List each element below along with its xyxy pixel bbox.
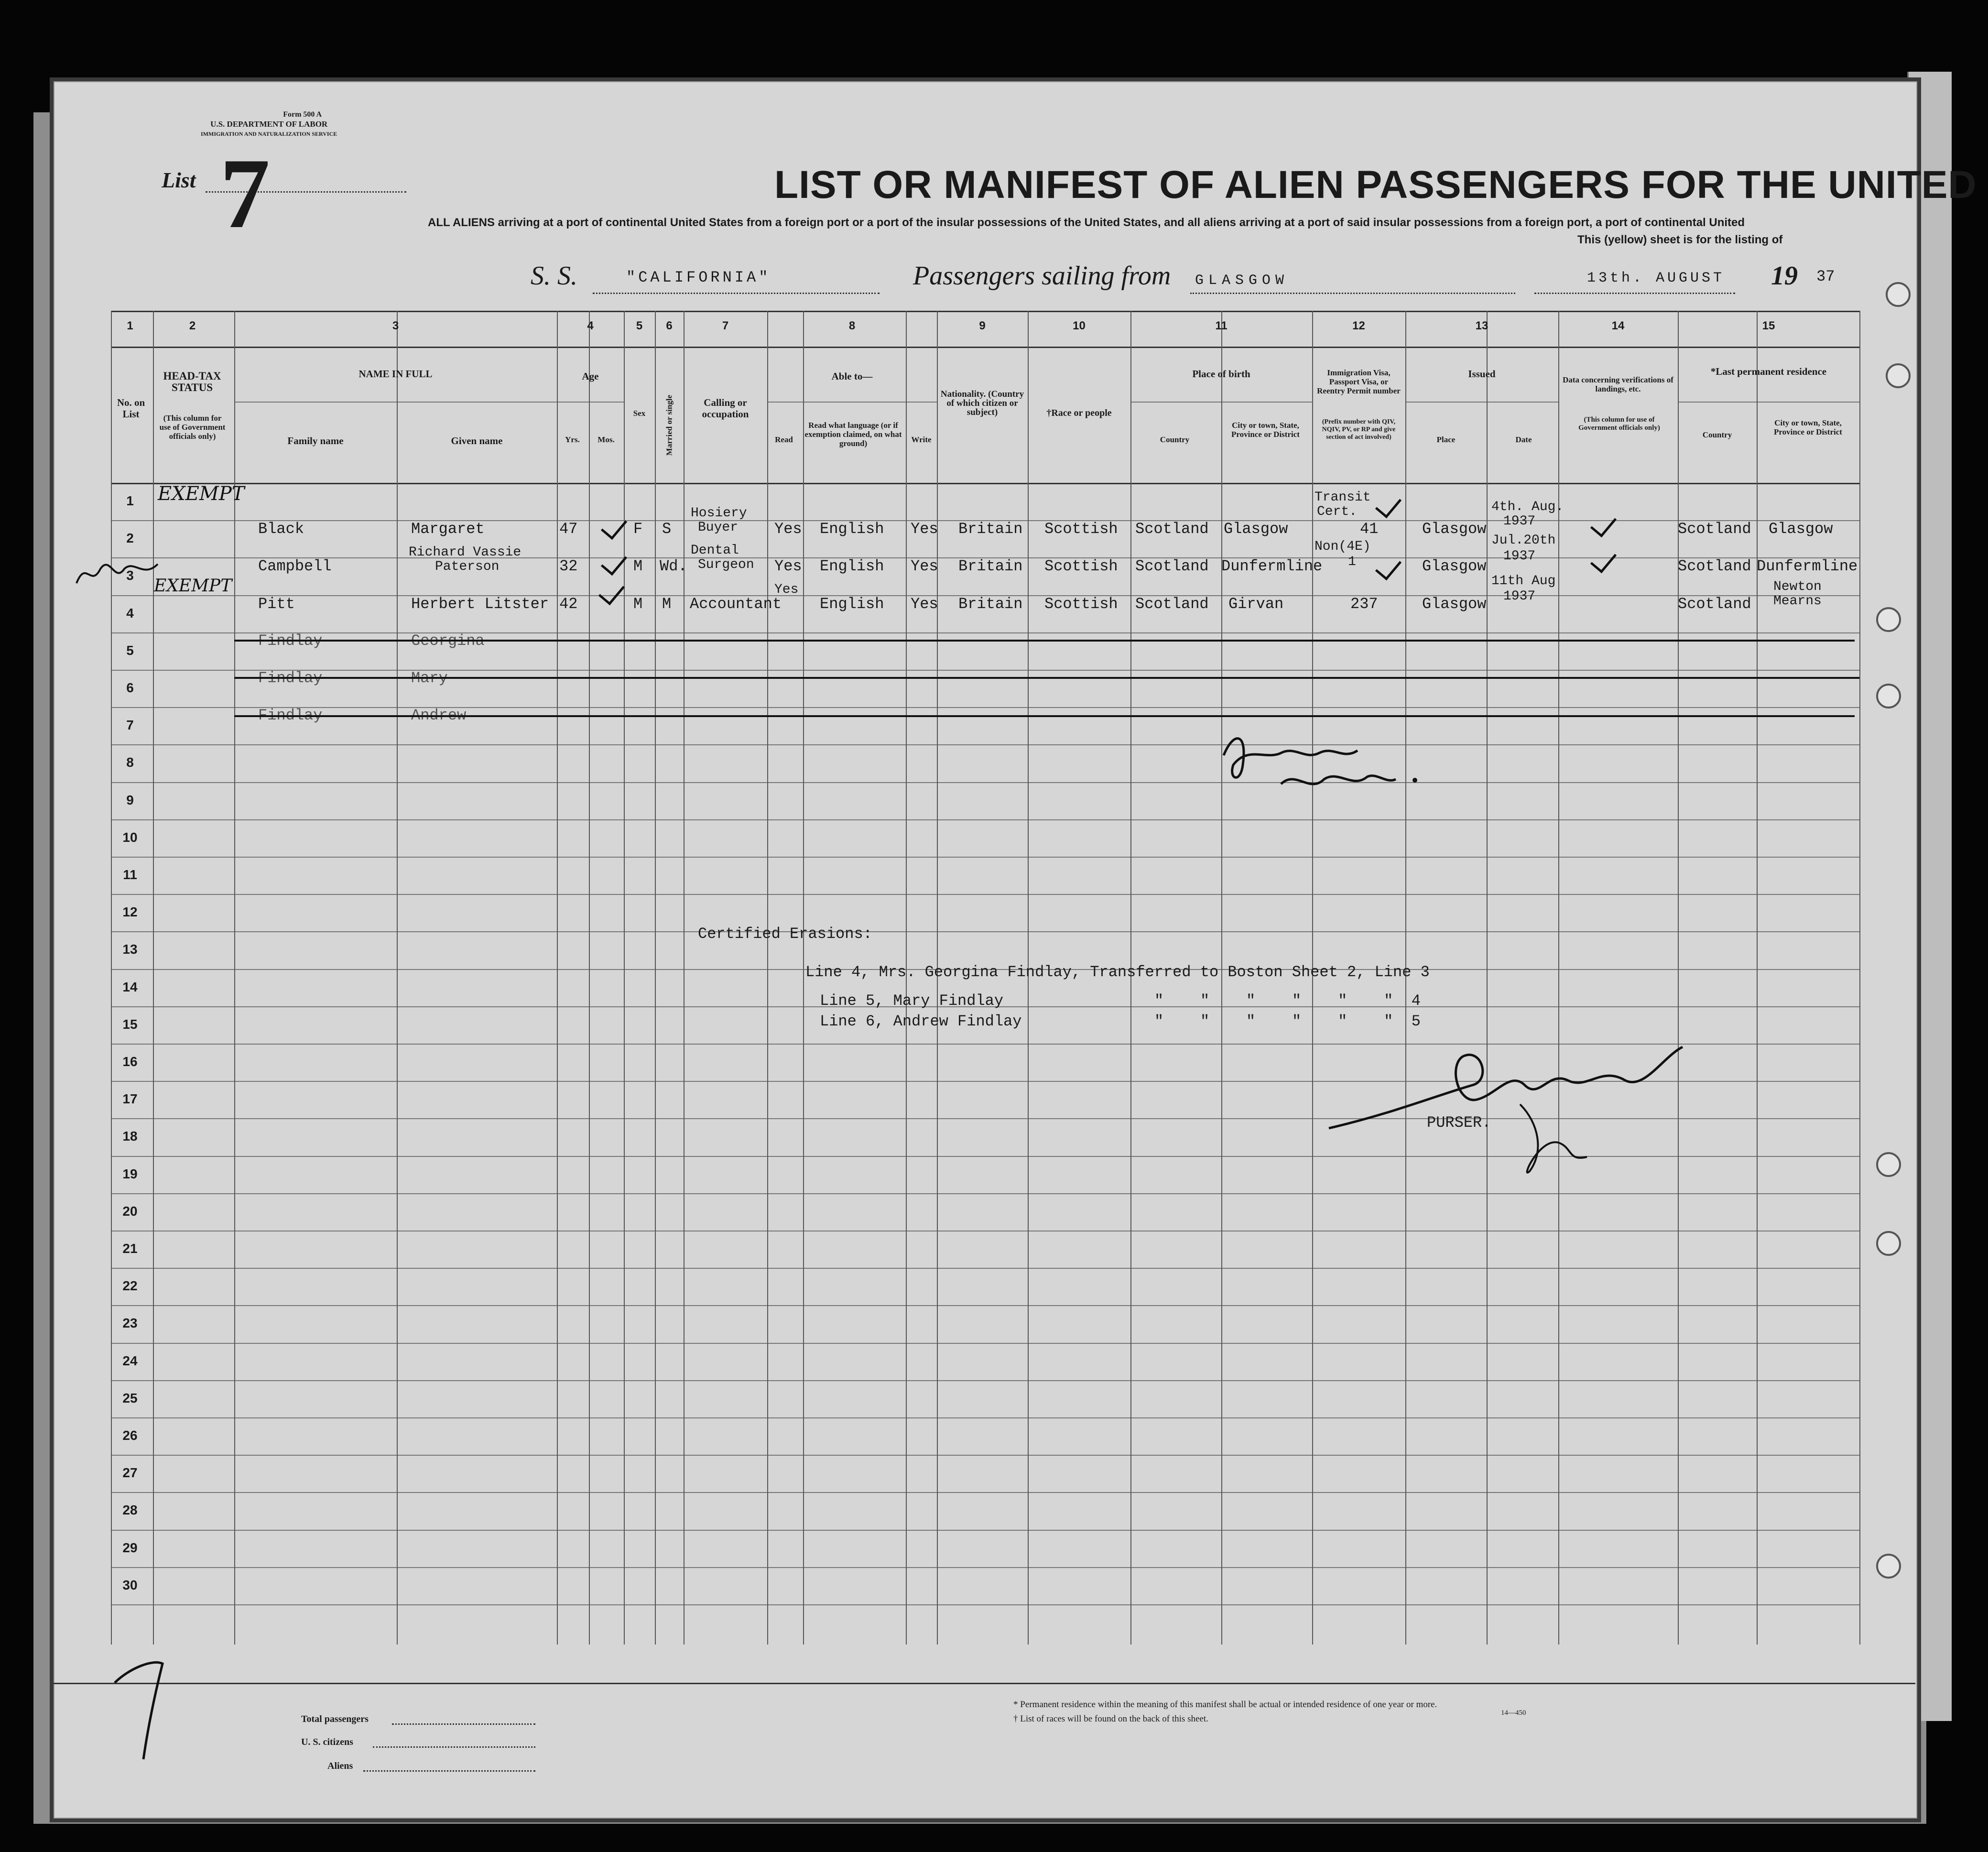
year-prefix: 19 <box>1771 261 1798 291</box>
col-num-8: 8 <box>848 319 856 332</box>
port-rule <box>1190 293 1515 294</box>
row-number: 30 <box>122 1577 138 1592</box>
column-rule <box>557 311 558 1645</box>
nationality-row1: Britain <box>958 520 1023 538</box>
language-row1: English <box>820 520 884 538</box>
table-top-rule <box>111 311 1859 312</box>
column-rule <box>1678 311 1679 1645</box>
header-married: Married or single <box>664 394 674 456</box>
erasure-line-2: Line 5, Mary Findlay <box>820 992 1004 1010</box>
strike-row5 <box>234 677 1859 679</box>
header-name-in-full: NAME IN FULL <box>358 368 433 380</box>
visa-row2-b: 1 <box>1348 555 1356 569</box>
manifest-sheet <box>54 81 1917 1819</box>
erasures-heading: Certified Erasions: <box>698 925 872 943</box>
family-name-row3: Pitt <box>258 595 295 613</box>
header-res-city: City or town, State, Province or District <box>1774 418 1842 436</box>
given-name-row6: Andrew <box>411 707 467 724</box>
sailing-date: 13th. AUGUST <box>1587 270 1725 286</box>
column-rule <box>1487 311 1488 1645</box>
row-number: 19 <box>122 1166 138 1181</box>
header-landing: Data concerning verifications of landings, etc. <box>1563 375 1673 393</box>
issued-date-row1-b: 1937 <box>1503 514 1536 529</box>
age-row3: 42 <box>559 595 578 613</box>
row-number: 25 <box>122 1390 138 1405</box>
date-rule <box>1534 293 1735 294</box>
head-tax-row3: EXEMPT <box>154 576 232 596</box>
issued-date-row1-a: 4th. Aug. <box>1491 500 1564 514</box>
read-row3: Yes <box>774 582 799 597</box>
row-number: 17 <box>122 1091 138 1107</box>
issued-date-row3-a: 11th Aug <box>1491 574 1556 588</box>
header-race: †Race or people <box>1046 408 1112 418</box>
header-mos: Mos. <box>597 435 615 444</box>
col-num-14: 14 <box>1611 319 1625 332</box>
race-row2: Scottish <box>1044 557 1118 575</box>
subheader-rule <box>767 402 937 403</box>
inspector-signature <box>1214 727 1463 803</box>
row-rule <box>111 1417 1859 1418</box>
col-num-11: 11 <box>1215 319 1228 332</box>
form-code: 14—450 <box>1501 1709 1526 1717</box>
read-row1: Yes <box>774 520 802 538</box>
row-number: 15 <box>122 1016 138 1032</box>
header-landing-note: (This column for use of Government officials only) <box>1578 416 1660 432</box>
subheader-rule <box>234 402 557 403</box>
given-name-row2-b: Paterson <box>435 559 500 574</box>
port-of-departure: GLASGOW <box>1195 272 1289 289</box>
visa-row3: 237 <box>1350 595 1378 613</box>
row-number: 18 <box>122 1129 138 1144</box>
binder-hole <box>1876 607 1901 632</box>
married-row1: S <box>662 520 672 538</box>
header-head-tax: HEAD-TAX STATUS <box>163 370 221 393</box>
write-row2: Yes <box>911 557 938 575</box>
ss-label: S. S. <box>531 261 577 291</box>
visa-row1-c: 41 <box>1360 520 1379 538</box>
row-number: 2 <box>126 531 134 546</box>
margin-mark <box>110 1654 186 1764</box>
header-visa: Immigration Visa, Passport Visa, or Reentry Permit number <box>1317 368 1401 395</box>
binder-hole <box>1886 363 1911 388</box>
header-family-name: Family name <box>287 435 344 447</box>
family-name-row4: Findlay <box>258 632 323 650</box>
row-rule <box>111 1193 1859 1194</box>
sailing-label: Passengers sailing from <box>913 261 1171 291</box>
issued-date-row2-a: Jul.20th <box>1491 533 1556 548</box>
row-number: 11 <box>123 867 137 882</box>
header-res-country: Country <box>1702 430 1732 439</box>
family-name-row2: Campbell <box>258 557 332 575</box>
row-number: 6 <box>126 680 134 695</box>
language-row2: English <box>820 557 884 575</box>
row-number: 3 <box>126 568 134 583</box>
row-rule <box>111 1268 1859 1269</box>
column-rule <box>655 311 656 1645</box>
erasure-line-3-ditto: " " " " " " 5 <box>1154 1013 1421 1030</box>
footer-us-citizens: U. S. citizens <box>301 1737 353 1747</box>
visa-row1-b: Cert. <box>1317 504 1358 519</box>
header-no-on-list: No. on List <box>117 397 145 420</box>
subheader-rule <box>557 402 624 403</box>
header-read: Read <box>775 435 793 444</box>
family-name-row6: Findlay <box>258 707 323 724</box>
sex-row3: M <box>633 595 643 613</box>
column-rule <box>1757 311 1758 1645</box>
header-sex: Sex <box>633 409 646 418</box>
calling-row1-b: Buyer <box>698 520 739 535</box>
given-name-row4: Georgina <box>411 632 485 650</box>
married-row3: M <box>662 595 672 613</box>
age-row1: 47 <box>559 520 578 538</box>
footnote-residence: * Permanent residence within the meaning of this manifest shall be actual or intended residence of one year or more. <box>1013 1699 1437 1710</box>
column-rule <box>803 311 804 1645</box>
row-rule <box>111 1604 1859 1605</box>
form-number: Form 500 A <box>283 110 322 119</box>
column-rule <box>111 311 112 1645</box>
binder-hole <box>1876 1231 1901 1256</box>
col-num-6: 6 <box>666 319 673 332</box>
header-issued: Issued <box>1468 368 1496 380</box>
row-number: 10 <box>122 829 138 845</box>
row-number: 26 <box>122 1428 138 1443</box>
row-number: 9 <box>126 792 134 807</box>
visa-row2-a: Non(4E) <box>1314 539 1371 554</box>
total-rule <box>392 1723 535 1725</box>
row-rule <box>111 1567 1859 1568</box>
col-num-1: 1 <box>127 319 133 332</box>
margin-annotation <box>72 545 167 598</box>
issued-date-row2-b: 1937 <box>1503 549 1536 564</box>
given-name-row1: Margaret <box>411 520 485 538</box>
footer-rule <box>54 1683 1915 1684</box>
column-rule <box>624 311 625 1645</box>
language-row3: English <box>820 595 884 613</box>
purser-label: PURSER. <box>1427 1114 1491 1132</box>
calling-row3: Accountant <box>690 595 782 613</box>
given-name-row3: Herbert Litster <box>411 595 549 613</box>
nationality-row2: Britain <box>958 557 1023 575</box>
birth-city-row2: Dunfermline <box>1221 557 1323 575</box>
birth-city-row3: Girvan <box>1228 595 1284 613</box>
row-number: 20 <box>122 1203 138 1219</box>
header-yrs: Yrs. <box>565 435 580 444</box>
res-city-row3-b: Mearns <box>1773 594 1822 609</box>
row-number: 5 <box>126 643 134 658</box>
family-name-row1: Black <box>258 520 304 538</box>
col-num-5: 5 <box>636 319 643 332</box>
header-nationality: Nationality. (Country of which citizen or subject) <box>940 389 1024 417</box>
col-num-12: 12 <box>1352 319 1365 332</box>
row-number: 14 <box>122 979 138 994</box>
row-number: 8 <box>126 755 134 770</box>
header-able-to: Able to— <box>831 370 873 382</box>
birth-country-row1: Scotland <box>1135 520 1209 538</box>
page-title: LIST OR MANIFEST OF ALIEN PASSENGERS FOR THE UNITED <box>774 163 1977 207</box>
header-place-of-birth: Place of birth <box>1192 368 1250 380</box>
column-rule <box>767 311 768 1645</box>
service: IMMIGRATION AND NATURALIZATION SERVICE <box>201 131 337 137</box>
age-row2: 32 <box>559 557 578 575</box>
family-name-row5: Findlay <box>258 669 323 687</box>
row-rule <box>111 931 1859 932</box>
row-number: 7 <box>126 718 134 733</box>
row-rule <box>111 819 1859 820</box>
header-read-language: Read what language (or if exemption claimed, on what ground) <box>804 421 902 448</box>
birth-city-row1: Glasgow <box>1224 520 1288 538</box>
row-number: 13 <box>122 942 138 957</box>
row-rule <box>111 632 1859 633</box>
row-rule <box>111 670 1859 671</box>
row-number: 22 <box>122 1278 138 1294</box>
list-number: 7 <box>220 138 270 249</box>
col-num-4: 4 <box>587 319 594 332</box>
col-num-9: 9 <box>979 319 986 332</box>
header-birth-country: Country <box>1160 435 1190 444</box>
binder-hole <box>1876 684 1901 708</box>
row-number: 16 <box>122 1054 138 1069</box>
issued-place-row1: Glasgow <box>1422 520 1487 538</box>
subheader-rule <box>1678 402 1859 403</box>
department: U.S. DEPARTMENT OF LABOR <box>210 120 328 129</box>
erasure-line-2-ditto: " " " " " " 4 <box>1154 992 1421 1010</box>
column-rule <box>153 311 154 1645</box>
read-row2: Yes <box>774 557 802 575</box>
ship-name-rule <box>593 293 880 294</box>
row-number: 4 <box>126 605 134 621</box>
header-given-name: Given name <box>451 435 503 447</box>
issued-place-row3: Glasgow <box>1422 595 1487 613</box>
row-rule <box>111 1492 1859 1493</box>
row-rule <box>111 1530 1859 1531</box>
column-rule <box>397 311 398 1645</box>
binder-hole <box>1876 1152 1901 1177</box>
column-rule <box>234 311 235 1645</box>
binder-hole <box>1876 1554 1901 1579</box>
calling-row2-a: Dental <box>691 543 739 558</box>
header-age: Age <box>582 370 599 382</box>
col-num-7: 7 <box>722 319 729 332</box>
aliens-rule <box>363 1770 535 1772</box>
married-row2: Wd. <box>660 557 687 575</box>
subtitle-line1: ALL ALIENS arriving at a port of continental United States from a foreign port or a port of the insular possessions of the United States, and all aliens arriving at a port of said insular possessions from a foreign port, a port of continental United <box>428 216 1745 229</box>
list-label: List <box>162 168 196 192</box>
row-rule <box>111 1343 1859 1344</box>
footnote-races: † List of races will be found on the back of this sheet. <box>1013 1714 1208 1724</box>
row-number: 23 <box>122 1316 138 1331</box>
footer-aliens: Aliens <box>327 1761 353 1771</box>
given-name-row5: Mary <box>411 669 448 687</box>
header-issued-date: Date <box>1515 435 1532 444</box>
sex-row1: F <box>633 520 643 538</box>
calling-row2-b: Surgeon <box>698 557 754 572</box>
row-rule <box>111 894 1859 895</box>
res-city-row1: Glasgow <box>1769 520 1833 538</box>
header-write: Write <box>911 435 932 444</box>
row-rule <box>111 1380 1859 1381</box>
write-row3: Yes <box>911 595 938 613</box>
column-rule <box>1859 311 1860 1645</box>
row-rule <box>111 782 1859 783</box>
column-number-rule <box>111 347 1859 348</box>
issued-place-row2: Glasgow <box>1422 557 1487 575</box>
col-num-3: 3 <box>392 319 399 332</box>
header-birth-city: City or town, State, Province or District <box>1231 421 1300 439</box>
res-country-row1: Scotland <box>1678 520 1751 538</box>
header-calling: Calling or occupation <box>702 397 749 420</box>
res-country-row2: Scotland <box>1678 557 1751 575</box>
binder-hole <box>1886 282 1911 307</box>
res-city-row2: Dunfermline <box>1757 557 1858 575</box>
row-number: 12 <box>122 904 138 920</box>
year-suffix: 37 <box>1816 268 1835 285</box>
col-num-13: 13 <box>1475 319 1488 332</box>
header-bottom-rule <box>111 483 1859 484</box>
given-name-row2-a: Richard Vassie <box>409 545 521 560</box>
subheader-rule <box>1405 402 1558 403</box>
row-number: 24 <box>122 1353 138 1368</box>
header-issued-place: Place <box>1436 435 1456 444</box>
row-rule <box>111 1305 1859 1306</box>
row-number: 21 <box>122 1241 138 1256</box>
form-header <box>201 110 337 139</box>
head-tax-row1: EXEMPT <box>158 483 245 505</box>
strike-row4 <box>234 640 1855 642</box>
sex-row2: M <box>633 557 643 575</box>
row-number: 27 <box>122 1465 138 1481</box>
footer-total-passengers: Total passengers <box>301 1714 369 1724</box>
race-row3: Scottish <box>1044 595 1118 613</box>
row-number: 1 <box>126 493 134 508</box>
row-rule <box>111 857 1859 858</box>
ship-name: "CALIFORNIA" <box>626 269 771 286</box>
strike-row6 <box>234 715 1855 717</box>
calling-row1-a: Hosiery <box>691 506 747 521</box>
birth-country-row3: Scotland <box>1135 595 1209 613</box>
res-country-row3: Scotland <box>1678 595 1751 613</box>
erasure-line-1: Line 4, Mrs. Georgina Findlay, Transferred to Boston Sheet 2, Line 3 <box>805 963 1430 981</box>
row-rule <box>111 744 1859 745</box>
row-number: 28 <box>122 1503 138 1518</box>
subtitle-line2: This (yellow) sheet is for the listing of <box>1577 233 1783 246</box>
col-num-10: 10 <box>1073 319 1086 332</box>
row-rule <box>111 707 1859 708</box>
col-num-15: 15 <box>1762 319 1775 332</box>
birth-country-row2: Scotland <box>1135 557 1209 575</box>
erasure-line-3: Line 6, Andrew Findlay <box>820 1013 1022 1030</box>
header-head-tax-note: (This column for use of Government officials only) <box>159 414 226 441</box>
row-number: 29 <box>122 1540 138 1555</box>
column-rule <box>589 311 590 1645</box>
row-rule <box>111 1455 1859 1456</box>
header-visa-note: (Prefix number with QIV, NQIV, PV, or RP and give section of act involved) <box>1322 418 1396 441</box>
res-city-row3-a: Newton <box>1773 579 1822 594</box>
col-num-2: 2 <box>189 319 196 332</box>
purser-signature <box>1319 1028 1692 1186</box>
visa-row1-a: Transit <box>1314 490 1371 505</box>
race-row1: Scottish <box>1044 520 1118 538</box>
write-row1: Yes <box>911 520 938 538</box>
citizens-rule <box>373 1746 535 1748</box>
nationality-row3: Britain <box>958 595 1023 613</box>
issued-date-row3-b: 1937 <box>1503 589 1536 604</box>
header-residence: *Last permanent residence <box>1710 366 1827 377</box>
